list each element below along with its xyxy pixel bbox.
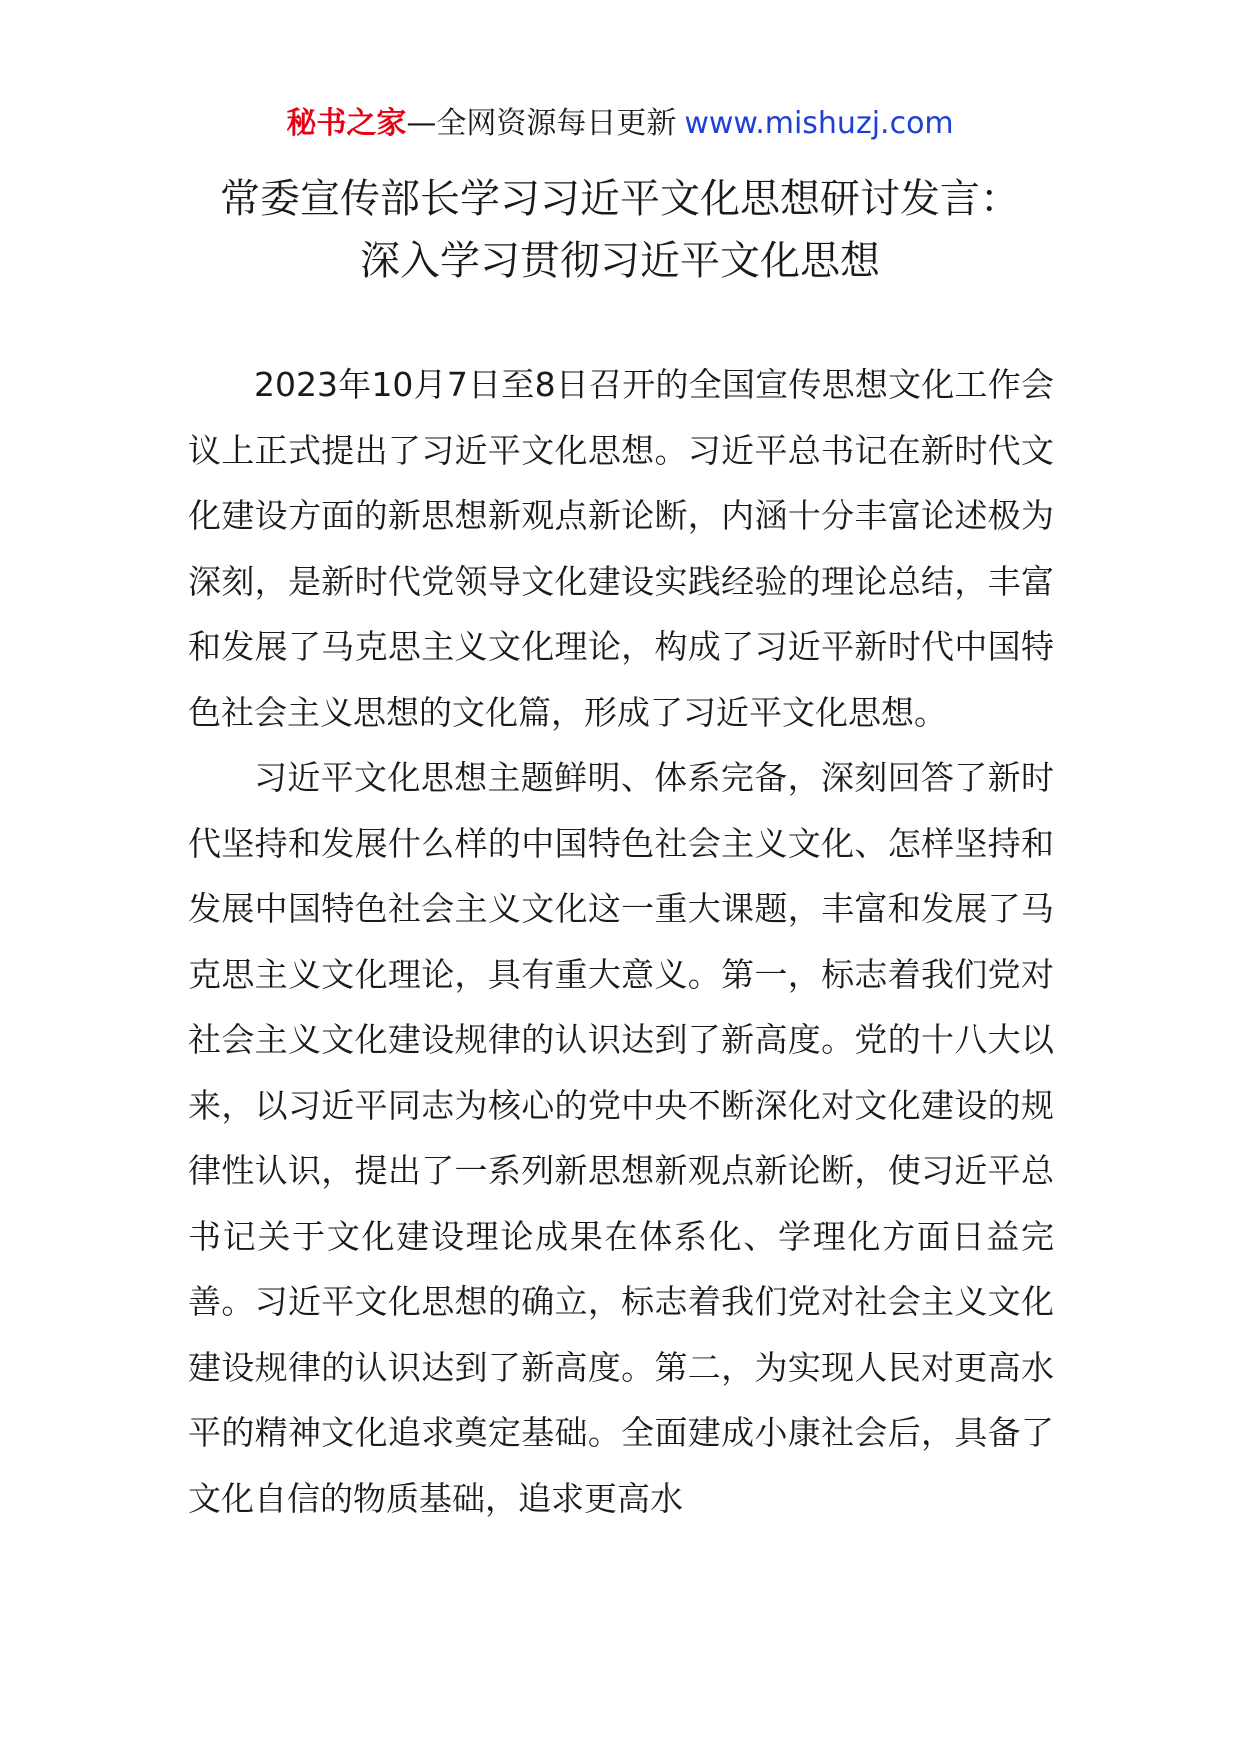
document-body	[188, 352, 1054, 1531]
title-line-2: 深入学习贯彻习近平文化思想	[360, 238, 880, 284]
document-title	[0, 168, 1240, 292]
header-slogan: —全网资源每日更新	[406, 106, 677, 141]
site-url-link[interactable]: www.mishuzj.com	[684, 106, 954, 141]
brand-name: 秘书之家	[286, 106, 407, 141]
site-header	[0, 104, 1240, 144]
title-line-1: 常委宣传部长学习习近平文化思想研讨发言：	[220, 176, 1020, 222]
body-paragraph-2: 习近平文化思想主题鲜明、体系完备，深刻回答了新时代坚持和发展什么样的中国特色社会主义文化、怎样坚持和发展中国特色社会主义文化这一重大课题，丰富和发展了马克思主义文化理论，具有重大意义。第一，标志着我们党对社会主义文化建设规律的认识达到了新高度。党的十八大以来，以习近平同志为核心的党中央不断深化对文化建设的规律性认识，提出了一系列新思想新观点新论断，使习近平总书记关于文化建设理论成果在体系化、学理化方面日益完善。习近平文化思想的确立，标志着我们党对社会主义文化建设规律的认识达到了新高度。第二，为实现人民对更高水平的精神文化追求奠定基础。全面建成小康社会后，具备了文化自信的物质基础，追求更高水	[188, 758, 1054, 1518]
body-paragraph-1: 2023年10月7日至8日召开的全国宣传思想文化工作会议上正式提出了习近平文化思想。习近平总书记在新时代文化建设方面的新思想新观点新论断，内涵十分丰富论述极为深刻，是新时代党领导文化建设实践经验的理论总结，丰富和发展了马克思主义文化理论，构成了习近平新时代中国特色社会主义思想的文化篇，形成了习近平文化思想。	[188, 365, 1054, 732]
